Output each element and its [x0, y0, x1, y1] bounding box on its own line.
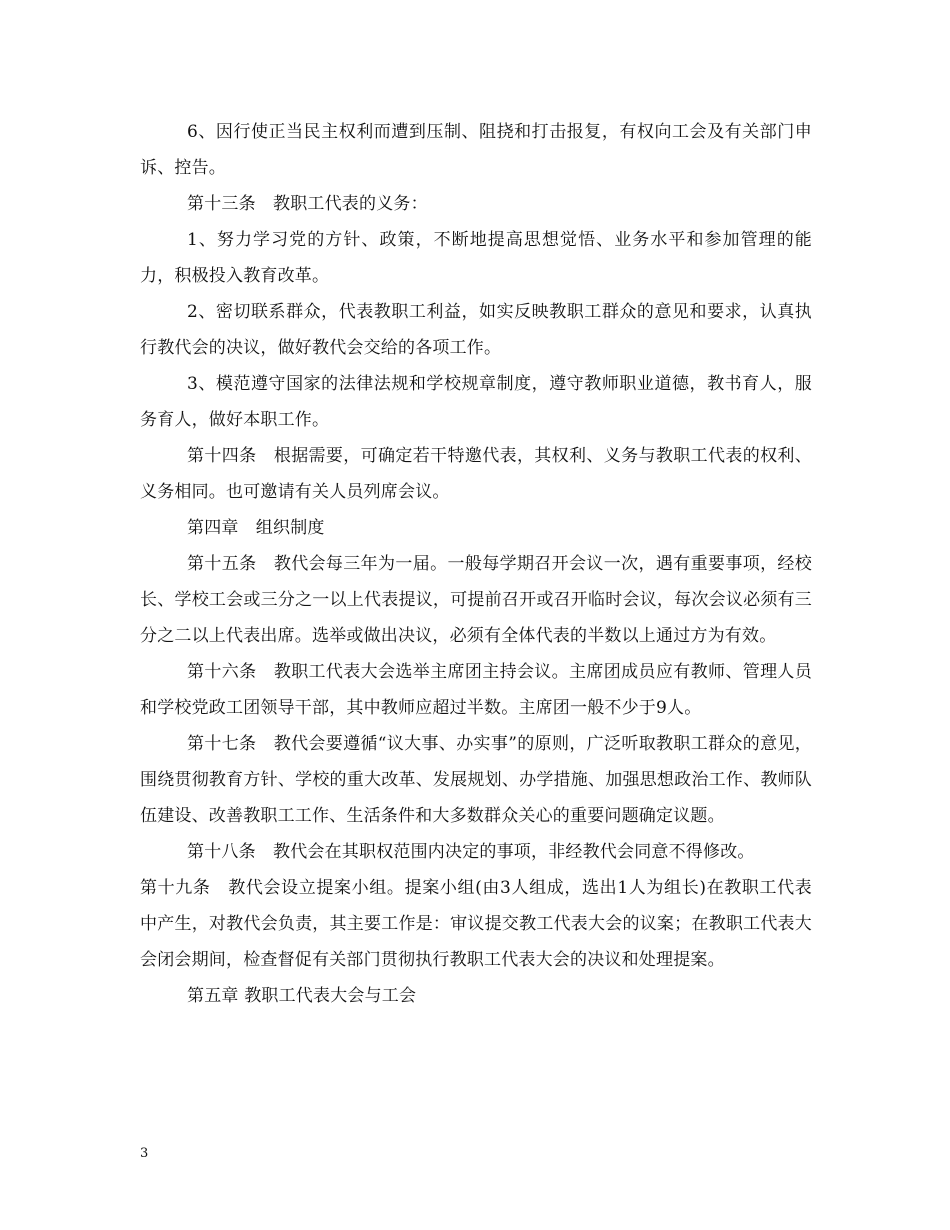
- chapter-heading-4: 第四章 组织制度: [187, 518, 325, 538]
- page-number: 3: [140, 1146, 149, 1161]
- document-body: [140, 114, 812, 1014]
- paragraph-11: 第十八条 教代会在其职权范围内决定的事项，非经教代会同意不得修改。: [187, 842, 755, 862]
- paragraph-5: 3、模范遵守国家的法律法规和学校规章制度，遵守教师职业道德，教书育人，服务育人，做好本职工作。: [140, 374, 812, 430]
- paragraph-10: 第十七条 教代会要遵循“议大事、办实事”的原则，广泛听取教职工群众的意见，围绕贯彻教育方针、学校的重大改革、发展规划、办学措施、加强思想政治工作、教师队伍建设、改善教职工工作、生活条件和大多数群众关心的重要问题确定议题。: [140, 734, 812, 826]
- paragraph-2: 第十三条 教职工代表的义务：: [187, 194, 428, 214]
- paragraph-3: 1、努力学习党的方针、政策，不断地提高思想觉悟、业务水平和参加管理的能力，积极投入教育改革。: [140, 230, 812, 286]
- paragraph-4: 2、密切联系群众，代表教职工利益，如实反映教职工群众的意见和要求，认真执行教代会的决议，做好教代会交给的各项工作。: [140, 302, 812, 358]
- paragraph-12: 第十九条 教代会设立提案小组。提案小组(由3人组成，选出1人为组长)在教职工代表中产生，对教代会负责，其主要工作是：审议提交教工代表大会的议案；在教职工代表大会闭会期间，检查督促有关部门贯彻执行教职工代表大会的决议和处理提案。: [140, 878, 812, 970]
- paragraph-9: 第十六条 教职工代表大会选举主席团主持会议。主席团成员应有教师、管理人员和学校党政工团领导干部，其中教师应超过半数。主席团一般不少于9人。: [140, 662, 812, 718]
- chapter-heading-5: 第五章 教职工代表大会与工会: [187, 986, 417, 1006]
- paragraph-1: 6、因行使正当民主权利而遭到压制、阻挠和打击报复，有权向工会及有关部门申诉、控告。: [140, 122, 812, 178]
- paragraph-8: 第十五条 教代会每三年为一届。一般每学期召开会议一次，遇有重要事项，经校长、学校工会或三分之一以上代表提议，可提前召开或召开临时会议，每次会议必须有三分之二以上代表出席。选举或做出决议，必须有全体代表的半数以上通过方为有效。: [140, 554, 812, 646]
- paragraph-6: 第十四条 根据需要，可确定若干特邀代表，其权利、义务与教职工代表的权利、义务相同。也可邀请有关人员列席会议。: [140, 446, 812, 502]
